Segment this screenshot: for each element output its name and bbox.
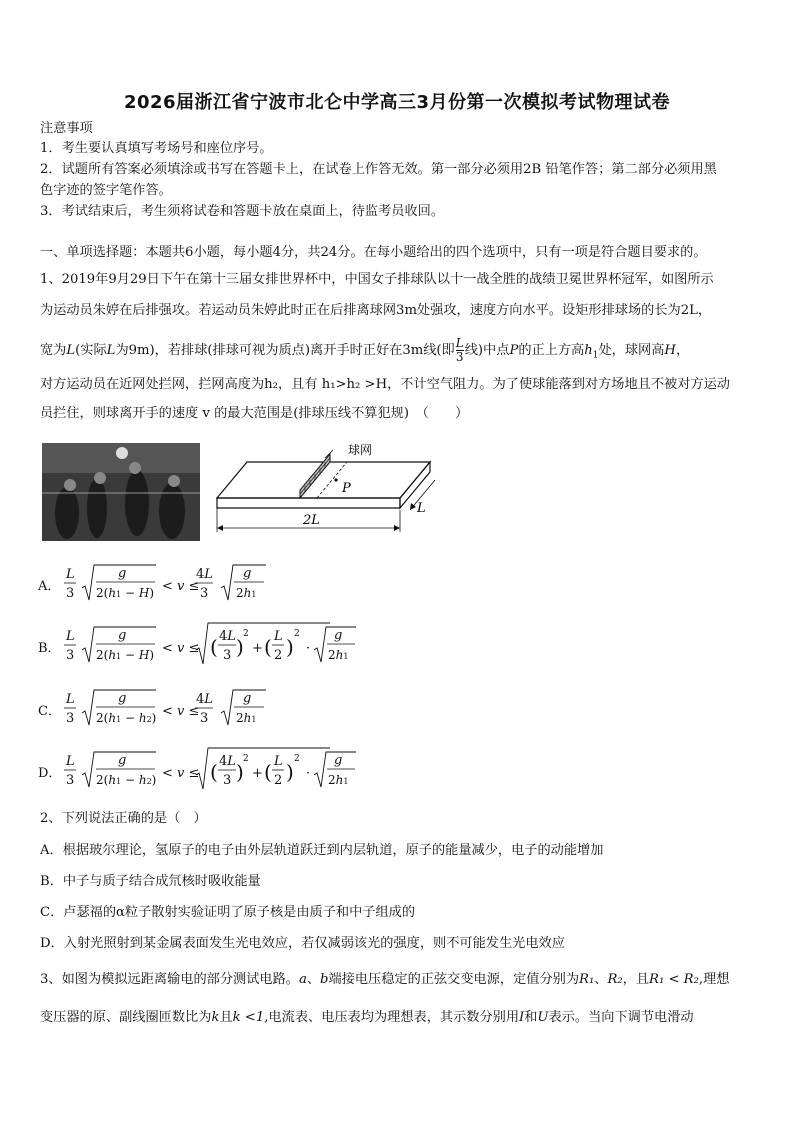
svg-text:B．: B． [38, 641, 61, 656]
svg-text:3: 3 [223, 773, 232, 788]
svg-text:3: 3 [66, 648, 75, 663]
option-c [38, 690, 266, 726]
option-b [38, 623, 356, 664]
svg-text:): ) [236, 635, 244, 659]
svg-text:3: 3 [200, 586, 209, 601]
svg-text:< v ≤: < v ≤ [162, 641, 200, 656]
svg-text:(: ( [264, 760, 272, 784]
svg-text:2h1: 2h1 [328, 648, 349, 662]
svg-text:g: g [118, 628, 127, 643]
svg-text:L: L [274, 629, 283, 644]
volleyball-photo [42, 443, 200, 541]
svg-text:): ) [286, 635, 294, 659]
notice-heading: 注意事项 [40, 121, 93, 136]
svg-text:g: g [118, 691, 127, 706]
section-heading: 一、单项选择题：本题共6小题，每小题4分，共24分。在每小题给出的四个选项中，只有一项是符合题目要求的。 [40, 245, 707, 260]
q3-line1: 3、如图为模拟远距离输电的部分测试电路。a、b端接电压稳定的正弦交变电源，定值分别为R₁、R₂，且R₁ < R₂,理想 [40, 972, 730, 987]
svg-text:2h1: 2h1 [328, 773, 349, 787]
page-title: 2026届浙江省宁波市北仑中学高三3月份第一次模拟考试物理试卷 [123, 92, 671, 113]
svg-text:D．: D． [38, 766, 62, 781]
svg-text:2: 2 [243, 754, 249, 764]
svg-text:4L: 4L [219, 629, 236, 644]
svg-text:·: · [306, 766, 311, 781]
svg-text:g: g [243, 691, 252, 706]
length-label: 2L [303, 513, 320, 528]
svg-text:g: g [243, 566, 252, 581]
svg-text:g: g [118, 753, 127, 768]
q1-line: 员拦住，则球离开手的速度 v 的最大范围是(排球压线不算犯规) （ ） [40, 406, 469, 421]
svg-text:+: + [252, 766, 263, 781]
option-d [38, 748, 356, 789]
svg-text:< v ≤: < v ≤ [162, 579, 200, 594]
svg-text:2(h1 − h2): 2(h1 − h2) [96, 773, 157, 787]
svg-text:g: g [334, 628, 343, 643]
svg-text:2: 2 [294, 629, 300, 639]
svg-text:L: L [66, 754, 75, 769]
svg-text:2: 2 [274, 648, 283, 663]
svg-text:2h1: 2h1 [236, 711, 257, 725]
svg-text:(: ( [264, 635, 272, 659]
svg-text:4L: 4L [196, 567, 213, 582]
svg-text:): ) [236, 760, 244, 784]
notice-item: 3．考试结束后，考生须将试卷和答题卡放在桌面上，待监考员收回。 [40, 204, 445, 219]
notice-item: 色字迹的签字笔作答。 [40, 183, 172, 198]
svg-text:L: L [66, 692, 75, 707]
notice-item: 2．试题所有答案必须填涂或书写在答题卡上，在试卷上作答无效。第一部分必须用2B 铅笔作答；第二部分必须用黑 [40, 162, 717, 177]
svg-text:4L: 4L [219, 754, 236, 769]
svg-text:3: 3 [66, 773, 75, 788]
svg-text:2(h1 − h2): 2(h1 − h2) [96, 711, 157, 725]
svg-text:2h1: 2h1 [236, 586, 257, 600]
q2-option-c: C．卢瑟福的α粒子散射实验证明了原子核是由质子和中子组成的 [40, 905, 416, 920]
svg-text:A．: A． [38, 579, 61, 594]
svg-text:4L: 4L [196, 692, 213, 707]
svg-text:2: 2 [243, 629, 249, 639]
svg-text:+: + [252, 641, 263, 656]
q2-option-d: D．入射光照射到某金属表面发生光电效应，若仅减弱该光的强度，则不可能发生光电效应 [40, 936, 565, 951]
notice-item: 1．考生要认真填写考场号和座位序号。 [40, 141, 273, 156]
svg-text:3: 3 [66, 586, 75, 601]
svg-text:L: L [274, 754, 283, 769]
svg-text:3: 3 [200, 711, 209, 726]
svg-text:2: 2 [294, 754, 300, 764]
q2-stem: 2、下列说法正确的是（ ） [40, 811, 207, 826]
svg-text:): ) [286, 760, 294, 784]
svg-text:3: 3 [223, 648, 232, 663]
svg-text:L: L [66, 629, 75, 644]
svg-text:g: g [118, 566, 127, 581]
net-label: 球网 [348, 443, 373, 457]
svg-text:< v ≤: < v ≤ [162, 704, 200, 719]
width-label: L [417, 501, 426, 516]
p-label: P [342, 481, 351, 496]
svg-text:(: ( [210, 635, 218, 659]
option-a [38, 565, 266, 601]
svg-text:·: · [306, 641, 311, 656]
q1-line: 为运动员朱婷在后排强攻。若运动员朱婷此时正在后排离球网3m处强攻，速度方向水平。设矩形排球场的长为2L， [40, 303, 712, 318]
q2-option-a: A．根据玻尔理论，氢原子的电子由外层轨道跃迁到内层轨道，原子的能量减少，电子的动能增加 [40, 843, 604, 858]
court-diagram [205, 440, 435, 545]
svg-text:< v ≤: < v ≤ [162, 766, 200, 781]
q3-line2: 变压器的原、副线圈匝数比为k且k <1,电流表、电压表均为理想表，其示数分别用I和U表示。当向下调节电滑动 [40, 1010, 694, 1025]
svg-text:2: 2 [274, 773, 283, 788]
svg-text:(: ( [210, 760, 218, 784]
svg-text:L: L [66, 567, 75, 582]
q1-line: 对方运动员在近网处拦网，拦网高度为h₂，且有 h₁>h₂ >H，不计空气阻力。为了使球能落到对方场地且不被对方运动 [40, 377, 730, 392]
q1-options [38, 560, 368, 800]
svg-text:2(h1 − H): 2(h1 − H) [96, 648, 154, 662]
svg-text:3: 3 [66, 711, 75, 726]
svg-text:2(h1 − H): 2(h1 − H) [96, 586, 154, 600]
svg-text:C．: C． [38, 704, 61, 719]
svg-text:g: g [334, 753, 343, 768]
q2-option-b: B．中子与质子结合成氘核时吸收能量 [40, 874, 261, 889]
q1-line: 1、2019年9月29日下午在第十三届女排世界杯中，中国女子排球队以十一战全胜的战绩卫冕世界杯冠军，如图所示 [40, 272, 714, 287]
q1-line3: 宽为L(实际L为9m)，若排球(排球可视为质点)离开手时正好在3m线(即 $\frac{L}{3}$ 线)中点P的正上方高$h_1$处，球网高H， [40, 336, 690, 364]
